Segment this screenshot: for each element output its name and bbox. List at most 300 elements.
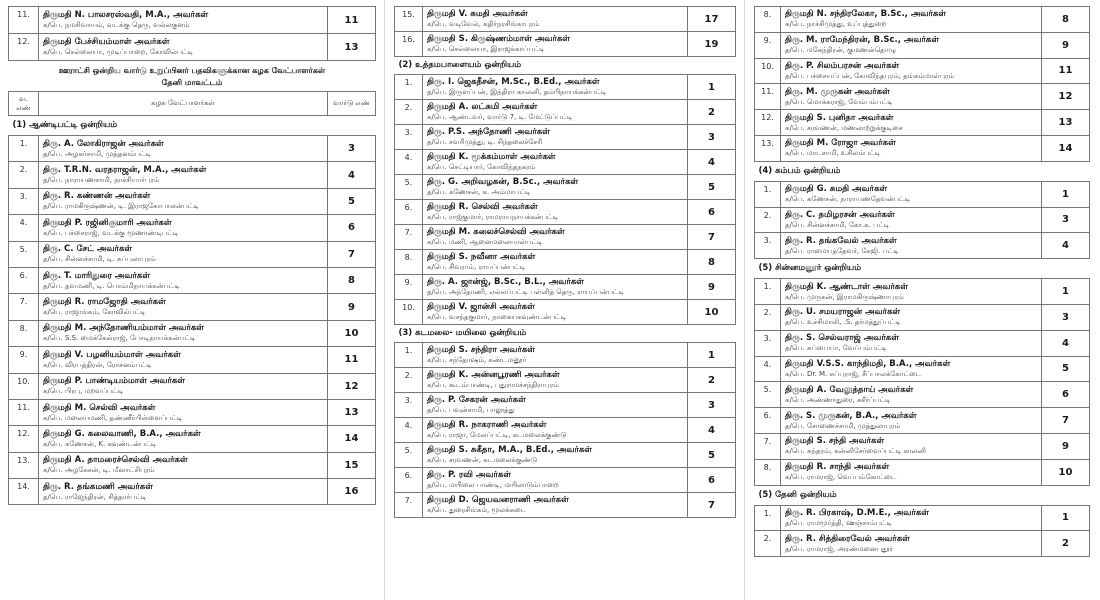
ward-number: 4	[1042, 330, 1090, 356]
candidate-row	[755, 84, 1090, 110]
serial-number: 3.	[9, 188, 39, 214]
serial-number: 7.	[395, 493, 423, 518]
candidate-row	[9, 373, 376, 399]
ward-number: 3	[688, 393, 736, 418]
serial-number: 10.	[395, 300, 423, 325]
candidate-name: திரு. R. கண்ணன் அவர்கள்	[43, 191, 151, 202]
ward-number: 4	[688, 150, 736, 175]
candidate-row	[755, 58, 1090, 84]
candidate-address: த/பெ. இருளப்பன், இந்திரா காலனி, தம்பிநாயக்கன்பட்டி	[427, 88, 607, 96]
candidate-table	[394, 6, 736, 518]
ward-number: 4	[688, 418, 736, 443]
serial-number: 8.	[755, 7, 781, 33]
candidate-name: திருமதி R. செல்வி அவர்கள்	[427, 202, 538, 212]
candidate-name: திருமதி M. செல்வி அவர்கள்	[43, 402, 156, 413]
serial-number: 9.	[395, 275, 423, 300]
candidate-address: க/பெ. துரைசிங்கம், மூலக்கடை	[427, 506, 527, 514]
candidate-address: க/பெ. மணி, ஆனைமலையான்பட்டி	[427, 238, 543, 246]
serial-number: 15.	[395, 7, 423, 32]
candidate-address: க/பெ. கணேசன், K. கவுண்டன்பட்டி	[43, 439, 157, 448]
candidate-row	[755, 408, 1090, 434]
candidate-name: திரு. T. மாரிதுரை அவர்கள்	[43, 270, 151, 281]
candidate-address: த/பெ. சோணைச்சாமி, முத்துலாபுரம்	[785, 421, 901, 430]
candidate-row	[755, 233, 1090, 259]
candidate-row	[9, 215, 376, 241]
candidate-cell	[39, 399, 328, 425]
ward-number: 1	[1042, 505, 1090, 531]
candidate-address: க/பெ. சிவராம், ராயப்பன்பட்டி	[427, 263, 526, 271]
candidate-name: திருமதி P. ரஜினிகுமாரி அவர்கள்	[43, 217, 172, 228]
section-header	[755, 259, 1090, 279]
ward-number: 12	[328, 373, 376, 399]
ward-number: 12	[1042, 84, 1090, 110]
candidate-name: திரு. P. சிலம்பரசன் அவர்கள்	[785, 60, 900, 71]
candidate-address: க/பெ. சரவணன், கடமலைக்குண்டு	[427, 456, 538, 464]
candidate-row	[395, 175, 736, 200]
candidate-row	[9, 426, 376, 452]
candidate-address: க/பெ. நமசிவாயம், வடக்கு தெரு, வல்லகுளம்	[43, 21, 190, 29]
section-header	[395, 57, 736, 75]
candidate-address: க/பெ. விரபத்திரன், ரோசனம்பட்டி	[43, 360, 152, 369]
candidate-row	[755, 207, 1090, 233]
candidate-cell	[781, 382, 1042, 408]
ward-number: 9	[1042, 32, 1090, 58]
candidate-cell	[781, 304, 1042, 330]
candidate-name: திருமதி S. சந்திரா அவர்கள்	[427, 345, 535, 355]
candidate-name: திருமதி S. சந்தி அவர்கள்	[785, 436, 885, 447]
candidate-cell	[39, 34, 328, 61]
serial-number: 2.	[755, 207, 781, 233]
candidate-cell	[423, 32, 688, 57]
ward-number: 6	[1042, 382, 1090, 408]
candidate-address: த/பெ. தவமணி, டி. பொம்மிநாயக்கன்பட்டி	[43, 281, 180, 290]
candidate-name: திருமதி R. நாகராணி அவர்கள்	[427, 420, 547, 430]
serial-number: 10.	[9, 373, 39, 399]
candidate-name: திருமதி A. தாமரைச்செல்வி அவர்கள்	[43, 455, 188, 466]
candidate-name: திரு. R. தங்கவேல் அவர்கள்	[785, 235, 897, 246]
candidate-address: க/பெ. சுந்தரம், கன்னிசேர்வைப்பட்டி காலனி	[785, 447, 926, 456]
section-title: (5) சின்னமனூர் ஒன்றியம்	[755, 259, 1090, 279]
candidate-cell	[781, 181, 1042, 207]
candidate-cell	[423, 275, 688, 300]
section-header	[755, 485, 1090, 505]
candidate-address: த/பெ. பவுன்சாமி, பாலூத்து	[427, 406, 515, 414]
ward-number: 13	[1042, 110, 1090, 136]
candidate-cell	[781, 7, 1042, 33]
candidate-name: திரு. S. செல்வராஜ் அவர்கள்	[785, 333, 899, 344]
ward-number: 5	[688, 443, 736, 468]
ward-number: 5	[688, 175, 736, 200]
candidate-row	[395, 200, 736, 225]
candidate-cell	[39, 294, 328, 320]
serial-number: 12.	[9, 34, 39, 61]
serial-number: 7.	[755, 433, 781, 459]
candidate-name: திரு. U. சமயராஜன் அவர்கள்	[785, 307, 901, 318]
candidate-row	[395, 125, 736, 150]
candidate-cell	[781, 233, 1042, 259]
candidate-name: திரு. S. முருகன், B.A., அவர்கள்	[785, 410, 917, 421]
ward-number: 3	[1042, 207, 1090, 233]
candidate-address: த/பெ. பச்சையப்பன், கோவிந்தபுரம், தங்கம்மாள்புரம்	[785, 71, 955, 80]
serial-number: 4.	[395, 418, 423, 443]
candidate-row	[9, 347, 376, 373]
candidate-row	[9, 188, 376, 214]
candidate-address: த/பெ. கணேசன், க. அம்மாபட்டி	[427, 188, 531, 196]
candidate-name: திருமதி V. ஜான்சி அவர்கள்	[427, 302, 535, 312]
heading-line-2: தேனி மாவட்டம்	[161, 78, 223, 87]
ward-number: 11	[328, 7, 376, 34]
section-title: (4) கம்பம் ஒன்றியம்	[755, 161, 1090, 181]
candidate-cell	[423, 100, 688, 125]
candidate-cell	[423, 125, 688, 150]
candidate-address: க/பெ. பச்சைராஜ், வடக்கு மூணாண்டிபட்டி	[43, 228, 179, 237]
candidate-address: க/பெ. முருகன், இராமகிருஷ்ணாபுரம்	[785, 292, 904, 301]
serial-number: 8.	[395, 250, 423, 275]
candidate-address: த/பெ. ராஜேந்திரன், சித்தார்பட்டி	[43, 492, 147, 501]
candidate-row	[9, 7, 376, 34]
candidate-cell	[423, 75, 688, 100]
candidate-cell	[423, 468, 688, 493]
serial-number: 3.	[395, 393, 423, 418]
ward-number: 10	[688, 300, 736, 325]
serial-number: 16.	[395, 32, 423, 57]
candidate-address: த/பெ. மொக்கராஜ், வேம்பம்பட்டி	[785, 97, 893, 106]
candidate-address: க/பெ. செல்லையா, முடிப்பாறை, கோவில்பட்டி	[43, 48, 194, 56]
candidate-cell	[39, 7, 328, 34]
serial-number: 7.	[395, 225, 423, 250]
candidate-row	[755, 356, 1090, 382]
candidate-address: க/பெ. Dr. M. சுப்புராஜ், சீப்பாலக்கோட்டை	[785, 369, 922, 378]
candidate-cell	[781, 84, 1042, 110]
candidate-address: க/பெ. சந்தோஷம், கண்டமனூர்	[427, 356, 527, 364]
serial-number: 1.	[9, 136, 39, 162]
candidate-row	[9, 452, 376, 478]
serial-number: 1.	[755, 505, 781, 531]
serial-number: 9.	[755, 32, 781, 58]
candidate-name: திருமதி பேச்சியம்மாள் அவர்கள்	[43, 37, 170, 47]
candidate-name: திருமதி N. சந்திரலேகா, B.Sc., அவர்கள்	[785, 9, 946, 20]
candidate-name: திரு. R. தங்கமணி அவர்கள்	[43, 481, 153, 492]
candidate-name: திரு. G. அறிவழகன், B.Sc., அவர்கள்	[427, 177, 579, 187]
ward-number: 3	[688, 125, 736, 150]
candidate-name: திருமதி S. கிருஷ்ணம்மாள் அவர்கள்	[427, 34, 570, 44]
ward-number: 14	[328, 426, 376, 452]
candidate-address: த/பெ. அந்தோணி, எல்லப்பட்டி பள்ளித் தெரு, ராயப்பன்பட்டி	[427, 288, 625, 296]
candidate-row	[395, 343, 736, 368]
candidate-row	[395, 468, 736, 493]
ward-number: 10	[1042, 459, 1090, 485]
serial-number: 6.	[755, 408, 781, 434]
serial-number: 1.	[395, 75, 423, 100]
section-title: (1) ஆண்டிபட்டி ஒன்றியம்	[9, 116, 376, 136]
serial-number: 14.	[9, 479, 39, 505]
ward-number: 6	[688, 200, 736, 225]
ward-number: 10	[328, 320, 376, 346]
serial-number: 5.	[755, 382, 781, 408]
candidate-address: த/பெ. சின்னச்சாமி, கோ.க. பட்டி	[785, 220, 890, 229]
candidate-address: க/பெ. ராஜா, மேலப்பட்டி, கடமலைக்குண்டு	[427, 431, 567, 439]
ward-number: 7	[688, 225, 736, 250]
candidate-address: த/பெ. ராமராஜ், அரண்மனைபுதூர்	[785, 544, 894, 553]
candidate-name: திரு. I. ஜெகதீசன், M.Sc., B.Ed., அவர்கள்	[427, 77, 600, 87]
candidate-row	[755, 304, 1090, 330]
candidate-row	[395, 150, 736, 175]
serial-number: 2.	[395, 100, 423, 125]
candidate-address: க/பெ. S.S. மைக்கேல்ராஜ், போடிநாயக்கன்பட்டி	[43, 334, 196, 343]
candidate-name: திருமதி K. மூக்கம்மாள் அவர்கள்	[427, 152, 556, 162]
serial-number: 9.	[9, 347, 39, 373]
candidate-cell	[423, 7, 688, 32]
candidate-name: திரு. P. ரவி அவர்கள்	[427, 470, 512, 480]
candidate-address: த/பெ. சின்னச்சாமி, டி. சுப்புலாபுரம்	[43, 255, 156, 264]
ward-number: 9	[1042, 433, 1090, 459]
candidate-address: த/பெ. மகேந்திரன், குமணன்தொழு	[785, 46, 896, 55]
serial-number: 1.	[755, 181, 781, 207]
candidate-row	[9, 34, 376, 61]
candidate-cell	[781, 408, 1042, 434]
candidate-row	[755, 382, 1090, 408]
candidate-cell	[423, 250, 688, 275]
candidate-row	[9, 162, 376, 188]
candidate-row	[755, 110, 1090, 136]
candidate-cell	[781, 433, 1042, 459]
candidate-row	[9, 267, 376, 293]
serial-number: 3.	[755, 330, 781, 356]
serial-number: 4.	[395, 150, 423, 175]
candidate-row	[395, 443, 736, 468]
section-title: (5) தேனி ஒன்றியம்	[755, 485, 1090, 505]
candidate-name: திரு. M. முருகன் அவர்கள்	[785, 86, 890, 97]
ward-number: 2	[688, 100, 736, 125]
candidate-row	[9, 399, 376, 425]
candidate-address: த/பெ. சவரிமுத்து, டி. சிந்தலைச்சேரி	[427, 138, 543, 146]
candidate-name: திருமதி V. சுமதி அவர்கள்	[427, 9, 528, 19]
serial-number: 12.	[9, 426, 39, 452]
candidate-cell	[781, 58, 1042, 84]
serial-number: 2.	[9, 162, 39, 188]
candidate-address: க/பெ. வடிவேல், கதிர்நரசிங்காபுரம்	[427, 20, 540, 28]
candidate-name: திருமதி M. ரோஜா அவர்கள்	[785, 138, 896, 149]
candidate-row	[755, 135, 1090, 161]
candidate-cell	[423, 200, 688, 225]
candidate-name: திருமதி P. பாண்டியம்மாள் அவர்கள்	[43, 376, 185, 387]
candidate-address: க/பெ. ஆண்டவர், வார்டு 7, டி. மேட்டுப்பட்டி	[427, 113, 573, 121]
candidate-row	[395, 250, 736, 275]
candidate-row	[755, 330, 1090, 356]
candidate-row	[755, 279, 1090, 305]
candidate-name: திரு. P. சேகரன் அவர்கள்	[427, 395, 526, 405]
ward-number: 6	[328, 215, 376, 241]
candidate-address: க/பெ. கூடம்பாண்டி, புதுராமச்சந்திராபுரம்	[427, 381, 559, 389]
candidate-row	[755, 505, 1090, 531]
candidate-row	[9, 241, 376, 267]
ward-number: 11	[328, 347, 376, 373]
candidate-name: திருமதி K. ஆண்டாள் அவர்கள்	[785, 281, 908, 292]
candidate-cell	[781, 207, 1042, 233]
candidate-name: திருமதி G. சுமதி அவர்கள்	[785, 184, 888, 195]
candidate-cell	[781, 32, 1042, 58]
candidate-name: திருமதி A. வேலுத்தாய் அவர்கள்	[785, 384, 914, 395]
candidate-address: க/பெ. செல்லையா, இராஜக்காப்பட்டி	[427, 45, 545, 53]
serial-number: 2.	[755, 304, 781, 330]
ward-number: 8	[688, 250, 736, 275]
serial-number: 5.	[395, 175, 423, 200]
candidate-address: த/பெ. சுப்பையா, வேப்பம்பட்டி	[785, 344, 887, 353]
candidate-row	[395, 275, 736, 300]
candidate-cell	[781, 505, 1042, 531]
candidate-cell	[39, 452, 328, 478]
candidate-cell	[39, 347, 328, 373]
candidate-row	[9, 294, 376, 320]
candidate-row	[9, 320, 376, 346]
candidate-address: க/பெ. நாச்சிமுத்து, உப்புத்துறை	[785, 20, 887, 29]
candidate-row	[395, 393, 736, 418]
candidate-cell	[423, 443, 688, 468]
candidate-cell	[781, 531, 1042, 557]
page-heading	[8, 61, 376, 91]
candidate-name: திரு. C. சேட் அவர்கள்	[43, 244, 133, 255]
candidate-address: க/பெ. செட்டியார், கோவிந்தநகரம்	[427, 163, 536, 171]
candidate-address: க/பெ. ராஜாங்கம், கோவில்பட்டி	[43, 308, 146, 317]
candidate-name: திரு. T.R.N. வரதராஜன், M.A., அவர்கள்	[43, 165, 207, 176]
section-title: (2) உத்தமபாளையம் ஒன்றியம்	[395, 57, 736, 75]
candidate-cell	[781, 459, 1042, 485]
candidate-cell	[781, 330, 1042, 356]
ward-number: 6	[688, 468, 736, 493]
candidate-name: திருமதி R. சாந்தி அவர்கள்	[785, 462, 890, 473]
candidate-cell	[423, 343, 688, 368]
candidate-row	[395, 418, 736, 443]
candidate-address: த/பெ. ராமமூர்த்தி, ஊஞ்சாம்பட்டி	[785, 518, 892, 527]
page-column-3	[754, 6, 1090, 557]
candidate-table-top	[8, 6, 376, 61]
serial-number: 5.	[395, 443, 423, 468]
serial-number: 10.	[755, 58, 781, 84]
candidate-cell	[39, 479, 328, 505]
ward-number: 1	[688, 75, 736, 100]
candidate-row	[755, 7, 1090, 33]
ward-number: 16	[328, 479, 376, 505]
ward-number: 2	[688, 368, 736, 393]
candidate-cell	[781, 279, 1042, 305]
heading-line-1: ஊராட்சி ஒன்றிய வார்டு உறுப்பினர் பதவிகளுக்கான கழக வேட்பாளர்கள்	[58, 66, 326, 75]
section-header	[9, 116, 376, 136]
ward-number: 7	[328, 241, 376, 267]
candidate-row	[395, 7, 736, 32]
candidate-address: க/பெ. அண்ணாதுரை, சுசீர்ப்பட்டி	[785, 395, 891, 404]
ward-number: 8	[1042, 7, 1090, 33]
candidate-table-main	[8, 91, 376, 505]
candidate-cell	[423, 493, 688, 518]
serial-number: 4.	[9, 215, 39, 241]
section-header	[755, 161, 1090, 181]
candidate-cell	[39, 215, 328, 241]
candidate-row	[755, 181, 1090, 207]
ward-number: 5	[328, 188, 376, 214]
candidate-cell	[39, 373, 328, 399]
ward-number: 1	[1042, 279, 1090, 305]
candidate-address: க/பெ. பிரபு, மறவப்பட்டி	[43, 387, 124, 396]
candidate-cell	[423, 225, 688, 250]
candidate-name: திருமதி S. நவீனா அவர்கள்	[427, 252, 536, 262]
candidate-cell	[423, 175, 688, 200]
ward-number: 1	[688, 343, 736, 368]
candidate-cell	[39, 241, 328, 267]
candidate-name: திருமதி S. புனிதா அவர்கள்	[785, 112, 894, 123]
candidate-name: திரு. A. ஜான்ஜ், B.Sc., B.L., அவர்கள்	[427, 277, 584, 287]
serial-number: 13.	[9, 452, 39, 478]
candidate-name: திருமதி S. சுகீதா, M.A., B.Ed., அவர்கள்	[427, 445, 593, 455]
candidate-address: த/பெ. ராமையத்தேவர், கேஜி. பட்டி	[785, 246, 899, 255]
serial-number: 8.	[9, 320, 39, 346]
serial-number: 12.	[755, 110, 781, 136]
serial-number: 11.	[9, 7, 39, 34]
candidate-cell	[39, 267, 328, 293]
serial-number: 11.	[755, 84, 781, 110]
candidate-cell	[423, 300, 688, 325]
ward-number: 5	[1042, 356, 1090, 382]
candidate-address: க/பெ. அழகேசன், டி. மீனாட்சிபுரம்	[43, 466, 155, 475]
candidate-cell	[423, 418, 688, 443]
ward-number: 1	[1042, 181, 1090, 207]
section-header	[395, 325, 736, 343]
page-column-1	[8, 6, 376, 505]
candidate-address: த/பெ. ராமகிருஷ்ணன், டி. இராஜகோபாலன்பட்டி	[43, 202, 199, 211]
candidate-name: திரு. P.S. அந்தோணி அவர்கள்	[427, 127, 550, 137]
serial-number: 11.	[9, 399, 39, 425]
candidate-name: திருமதி A. லட்சுமி அவர்கள்	[427, 102, 538, 112]
ward-number: 7	[688, 493, 736, 518]
candidate-address: க/பெ. ராமராஜ், வெப்பம்கோட்டை	[785, 473, 897, 482]
candidate-name: திருமதி M. கலைச்செல்வி அவர்கள்	[427, 227, 565, 237]
candidate-table	[754, 6, 1090, 557]
ward-number: 8	[328, 267, 376, 293]
candidate-name: திரு. R. சித்திரைவேல் அவர்கள்	[785, 533, 910, 544]
candidate-name: திருமதி G. கலைவாணி, B.A., அவர்கள்	[43, 428, 201, 439]
candidate-address: த/பெ. அழகர்சாமி, முத்தனம்பட்டி	[43, 149, 152, 158]
candidate-name: திரு. R. பிரகாஷ், D.M.E., அவர்கள்	[785, 507, 929, 518]
candidate-address: க/பெ. மலையமணி, தண்ணீர்பிள்ளைப்பட்டி	[43, 413, 183, 422]
serial-number: 5.	[9, 241, 39, 267]
ward-number: 3	[1042, 304, 1090, 330]
candidate-cell	[423, 393, 688, 418]
candidate-name: திருமதி K. அன்னபூரணி அவர்கள்	[427, 370, 560, 380]
candidate-row	[395, 225, 736, 250]
candidate-address: க/பெ. மாடசாமி, உசிலம்பட்டி	[785, 149, 881, 158]
ward-number: 2	[1042, 531, 1090, 557]
header-candidates: கழக வேட்பாளர்கள்	[39, 92, 328, 116]
serial-number: 1.	[755, 279, 781, 305]
ward-number: 4	[1042, 233, 1090, 259]
candidate-name: திருமதி M. அந்தோணியம்மாள் அவர்கள்	[43, 323, 204, 334]
ward-number: 3	[328, 136, 376, 162]
candidate-row	[395, 100, 736, 125]
ward-number: 15	[328, 452, 376, 478]
candidate-row	[755, 433, 1090, 459]
candidate-name: திருமதி N. பாலசரஸ்வதி, M.A., அவர்கள்	[43, 10, 209, 20]
serial-number: 3.	[395, 125, 423, 150]
ward-number: 11	[1042, 58, 1090, 84]
candidate-cell	[39, 136, 328, 162]
ward-number: 13	[328, 399, 376, 425]
candidate-name: திருமதி D. ஜெயவனராணி அவர்கள்	[427, 495, 569, 505]
candidate-cell	[39, 162, 328, 188]
candidate-name: திருமதி V. பழனியம்மாள் அவர்கள்	[43, 349, 181, 360]
candidate-cell	[423, 368, 688, 393]
candidate-cell	[39, 320, 328, 346]
serial-number: 4.	[755, 356, 781, 382]
candidate-row	[9, 479, 376, 505]
